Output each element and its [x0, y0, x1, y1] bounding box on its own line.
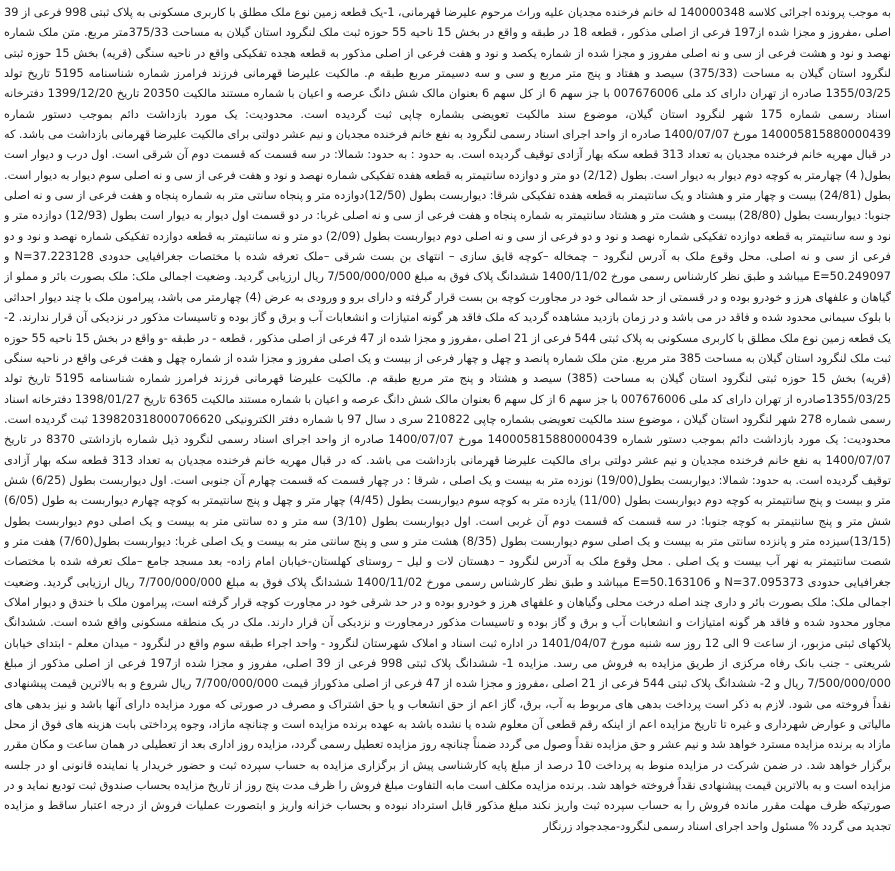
- auction-notice-text: به موجب پرونده اجرائی کلاسه 140000348 له خانم فرخنده مجدیان علیه وراث مرحوم علیرضا قهرمانی، 1-یک قطعه زمین نوع ملک مطلق با کاربری مسکونی به پلاک ثبتی 998 فرعی از 39 اصلی ،مفروز و مجزا شده از197 فرعی از اصلی مذکور ، قطعه 18 در طبقه و واقع در بخش 15 ناحیه 55 حوزه ثبت ملک لنگرود استان گیلان به مساحت 375/33متر مربع. متن ملک شماره نهصد و نود و هشت فرعی از سی و نه اصلی مفروز و مجزا شده از شماره یکصد و نود و هفت فرعی از اصلی مذکور به قطعه هجده تفکیکی واقع در ناحیه سنگی (قریه) بخش 15 حوزه ثبتی لنگرود استان گیلان به مساحت (375/33) سیصد و هفتاد و پنج متر مربع و سی و سه دسیمتر مربع طبقه م. مالکیت علیرضا قهرمانی فرزند فرامرز شماره شناسنامه 5195 تاریخ تولد 1355/03/25 صادره از تهران دارای کد ملی 007676006 با جز سهم 6 از کل سهم 6 بعنوان مالک شش دانگ عرصه و اعیان با شماره مستند مالکیت 20350 تاریخ 1399/12/20 دفترخانه اسناد رسمی شماره 175 شهر لنگرود استان گیلان، موضوع سند مالکیت تعویضی بشماره چاپی ثبت گردیده است. محدودیت: یک مورد بازداشت دائم بموجب دستور شماره 140005815880000439 مورخ 1400/07/07 صادره از واحد اجرای اسناد رسمی لنگرود به نفع خانم فرخنده مجدیان و نیم عشر دولتی برای مالکیت علیرضا قهرمانی بازداشت می باشد. که در قبال مهریه خانم فرخنده مجدیان به تعداد 313 قطعه سکه بهار آزادی توقیف گردیده است. به حدود : به حدود: شمالا: در سه قسمت که قسمت دوم آن شرقی است. اول درب و دیوار است بطول( 4) چهارمتر به کوچه دوم دیوار به دیوار است. بطول (2/12) دو متر و دوازده سانتیمتر به قطعه هفده تفکیکی شماره نهصد و نود و هفت فرعی از سی و نه اصلی سوم دیوار به دیوار است. بطول (24/81) بیست و چهار متر و هشتاد و یک سانتیمتر به قطعه هفده تفکیکی شرقا: دیواربست بطول (12/50)دوازده متر و پنجاه سانتی متر به شماره پنجاه و هفت فرعی از سی و نه اصلی جنوبا: دیواربست بطول (28/80) بیست و هشت متر و هشتاد سانتیمتر به شماره پنجاه و هفت فرعی از سی و نه اصلی غربا: در دو قسمت اول دیوار به دیوار است بطول (12/93) دوازده متر و نود و سه سانتیمتر به قطعه دوازده تفکیکی شماره نهصد و نود و دو فرعی از سی و نه اصلی دوم دیواربست بطول (2/09) دو متر و نه سانتیمتر به قطعه دوازده تفکیکی شماره نهصد و نود و دو فرعی از سی و نه اصلی. محل وقوع ملک به آدرس لنگرود – چمخاله –کوچه قایق سازی – انتهای بن بست شرقی –ملک تعرفه شده با مختصات جغرافیایی حدودی N=37.223128 و E=50.249097 میباشد و طبق نظر کارشناس رسمی مورخ 1400/11/02 ششدانگ پلاک فوق به مبلغ 7/500/000/000 ریال ارزیابی گردید. وضعیت اجمالی ملک: ملک بصورت بائر و مملو از گیاهان و علفهای هرز و خودرو بوده و در قسمتی از حد شمالی خود در مجاورت کوچه بن بست قرار گرفته و دارای برو و ورودی به عرض (4) چهارمتر می باشد، پیرامون ملک با چند دیوار احداثی با بلوک سیمانی محدود شده و فاقد در می باشد و در زمان بازدید مشاهده گردید که ملک فاقد هر گونه امتیازات و انشعابات آب و برق و گاز بوده و تاسیسات مذکور در نزدیکی آن قرار ندارند. 2-یک قطعه زمین نوع ملک مطلق با کاربری مسکونی به پلاک ثبتی 544 فرعی از 21 اصلی ،مفروز و مجزا شده از 47 فرعی از اصلی مذکور ، قطعه - در طبقه -و واقع در بخش 15 ناحیه 55 حوزه ثبت ملک لنگرود استان گیلان به مساحت 385 متر مربع. متن ملک شماره پانصد و چهل و چهار فرعی از بیست و یک اصلی مفروز و مجزا شده از شماره چهل و هفت فرعی واقع در ناحیه سنگی (قریه) بخش 15 حوزه ثبتی لنگرود استان گیلان به مساحت (385) سیصد و هشتاد و پنج متر مربع طبقه م. مالکیت علیرضا قهرمانی فرزند فرامرز شماره شناسنامه 5195 تاریخ تولد 1355/03/25صادره از تهران دارای کد ملی 007676006 با جز سهم 6 از کل سهم 6 بعنوان مالک شش دانگ عرصه و اعیان با شماره مستند مالکیت 6365 تاریخ 1398/01/27 دفترخانه اسناد رسمی شماره 278 شهر لنگرود استان گیلان ، موضوع سند مالکیت تعویضی بشماره چاپی 210822 سری د سال 97 با شماره دفتر الکترونیکی 139820318000706620 ثبت گردیده است. محدودیت: یک مورد بازداشت دائم بموجب دستور شماره 140005815880000439 مورخ 1400/07/07 صادره از واحد اجرای اسناد رسمی لنگرود ذیل شماره بازداشتی 8370 در تاریخ 1400/07/07 به نفع خانم فرخنده مجدیان و نیم عشر دولتی برای مالکیت علیرضا قهرمانی بازداشت می باشد. که در قبال مهریه خانم فرخنده مجدیان به تعداد 313 قطعه سکه بهار آزادی توقیف گردیده است. به حدود: شمالا: دیواربست بطول(19/00) نوزده متر به بیست و یک اصلی ، شرقا : در چهار قسمت که قسمت چهارم آن جنوبی است. اول دیواربست بطول (6/25) شش متر و بیست و پنج سانتیمتر به کوچه دوم دیواربست بطول (11/00) یازده متر به کوچه سوم دیواربست بطول (4/45) چهار متر و چهل و پنج سانتیمتر به کوچه چهارم دیواربست به طول (6/05) شش متر و پنج سانتیمتر به کوچه جنوبا: در سه قسمت که قسمت دوم آن غربی است. اول دیواربست بطول (3/10) سه متر و ده سانتی متر به بیست و یک اصلی دوم دیواربست بطول (13/15)سیزده متر و پانزده سانتی متر به بیست و یک اصلی سوم دیواربست بطول (8/35) هشت متر و سی و پنج سانتی متر به بیست و یک اصلی غربا: دیواربست بطول(7/60) هفت متر و شصت سانتیمتر به نهر آب بیست و یک اصلی . محل وقوع ملک به آدرس لنگرود – دهستان لات و لیل – روستای کهلستان-خیابان امام زاده- بعد مسجد جامع –ملک تعرفه شده با مختصات جغرافیایی حدودی N=37.095373 و E=50.163106 میباشد و طبق نظر کارشناس رسمی مورخ 1400/11/02 ششدانگ پلاک فوق به مبلغ 7/700/000/000 ریال ارزیابی گردید. وضعیت اجمالی ملک: ملک بصورت بائر و داری چند اصله درخت محلی وگیاهان و علفهای هرز و خودرو بوده و در حد شرقی خود در مجاورت کوچه قرار گرفته است، پیرامون ملک با خندق و دیوار املاک مجاور محدود شده و فاقد هر گونه امتیازات و انشعابات آب و برق و گاز بوده و تاسیسات مذکور درمجاورت و نزدیکی آن قرار دارند. ملک در یک منطقه مسکونی واقع شده است. ششدانگ پلاکهای ثبتی مزبور، از ساعت 9 الی 12 روز سه شنبه مورخ 1401/04/07 در اداره ثبت اسناد و املاک شهرستان لنگرود - واحد اجراء طبقه سوم واقع در لنگرود - میدان معلم - ابتدای خیابان شریعتی - جنب بانک رفاه مرکزی از طریق مزایده به فروش می رسد. مزایده 1- ششدانگ پلاک ثبتی 998 فرعی از 39 اصلی، مفروز و مجزا شده از197 فرعی از اصلی مذکور از مبلغ 7/500/000/000 ریال و 2- ششدانگ پلاک ثبتی 544 فرعی از 21 اصلی ،مفروز و مجزا شده از 47 فرعی از اصلی مذکوراز قیمت 7/700/000/000 ریال شروع و به بالاترین قیمت پیشنهادی نقداً فروخته می شود. لازم به ذکر است پرداخت بدهی های مربوط به آب، برق، گاز اعم از حق انشعاب و یا حق اشتراک و مصرف در صورتی که مورد مزایده دارای آنها باشد و نیز بدهی های مالیاتی و عوارض شهرداری و غیره تا تاریخ مزایده اعم از اینکه رقم قطعی آن معلوم شده یا نشده باشد به عهده برنده مزایده است و چنانچه مازاد، وجوه پرداختی بابت هزینه های فوق از محل مازاد به برنده مزایده مسترد خواهد شد و نیم عشر و حق مزایده نقداً وصول می گردد ضمناً چنانچه روز مزایده تعطیل رسمی گردد، مزایده روز اداری بعد از تعطیلی در همان ساعت و مکان مقرر برگزار خواهد شد. در ضمن شرکت در مزایده منوط به پرداخت 10 درصد از مبلغ پایه کارشناسی پیش از برگزاری مزایده به حساب سپرده ثبت و حضور خریدار یا نماینده قانونی او در جلسه مزایده است و به بالاترین قیمت پیشنهادی نقداً فروخته خواهد شد. برنده مزایده مکلف است مابه التفاوت مبلغ فروش را ظرف مدت پنج روز از تاریخ مزایده بحساب صندوق ثبت تودیع نماید و در صورتیکه ظرف مهلت مقرر مانده فروش را به حساب سپرده ثبت واریز نکند مبلغ مذکور قابل استرداد نبوده و بحساب خزانه واریز و ابتصورت عملیات فروش از درجه اعتبار ساقط و مزایده تجدید می گردد % مسئول واحد اجرای اسناد رسمی لنگرود-مجدجواد زرنگار: [4, 5, 891, 833]
